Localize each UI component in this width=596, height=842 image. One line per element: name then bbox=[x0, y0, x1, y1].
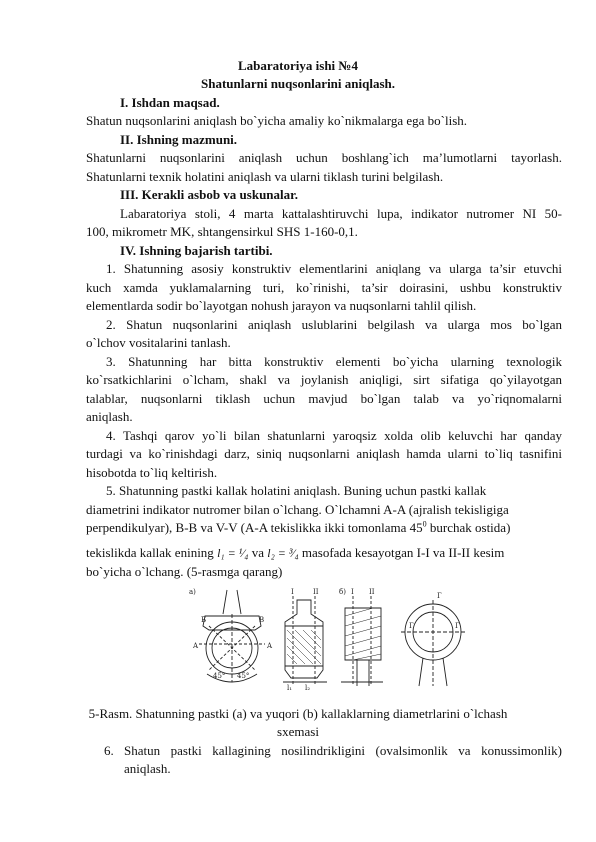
fraction-l1: l₁ = ¹⁄₄ bbox=[217, 546, 249, 560]
label-A-right: A bbox=[267, 642, 273, 650]
list-item-5-line1: 5. Shatunning pastki kallak holatini aniqlash. Buning uchun pastki kallak bbox=[106, 483, 487, 498]
label-I-b: I bbox=[351, 588, 354, 596]
list-item-4-line2: turdagi va ko`rinishdagi darz, siniq nuqsonlarni aniqlash hamda ularni to`liq tasnifini bbox=[86, 446, 562, 461]
angle-label-1: 45° bbox=[213, 672, 226, 680]
section-text-1: Shatun nuqsonlarini aniqlash bo`yicha amaliy ko`nikmalarga ega bo`lish. bbox=[86, 113, 468, 128]
angle-label-2: 45° bbox=[237, 672, 250, 680]
label-A-left: A bbox=[193, 642, 199, 650]
degree-sup: 0 bbox=[422, 519, 427, 529]
text-span: va bbox=[248, 545, 268, 560]
label-V: В bbox=[259, 616, 265, 624]
section-heading-4: IV. Ishning bajarish tartibi. bbox=[120, 243, 273, 258]
list-item-3-line1: 3. Shatunning har bitta konstruktiv elementi bo`yicha ularning texnologik bbox=[106, 354, 562, 369]
figure-part-a bbox=[189, 588, 273, 682]
connecting-rod-figure bbox=[187, 586, 477, 690]
label-b: б) bbox=[339, 588, 346, 596]
list-item-4-line1: 4. Tashqi qarov yo`li bilan shatunlarni yaroqsiz xolda olib keluvchi har qanday bbox=[106, 428, 562, 443]
section-heading-2: II. Ishning mazmuni. bbox=[120, 132, 238, 147]
list-item-5-line3 bbox=[86, 520, 510, 536]
label-II-b: II bbox=[369, 588, 375, 596]
section-heading-1: I. Ishdan maqsad. bbox=[120, 95, 220, 110]
label-II-top: II bbox=[313, 588, 319, 596]
list-item-6-line2: aniqlash. bbox=[124, 761, 171, 776]
label-a: a) bbox=[189, 588, 196, 596]
section-text-2-line2: Shatunlarni texnik holatini aniqlash va ularni tiklash turini belgilash. bbox=[86, 169, 444, 184]
label-G-right: Г bbox=[455, 622, 460, 630]
list-item-5-line5: bo`yicha o`lchang. (5-rasmga qarang) bbox=[86, 564, 283, 579]
list-item-6-line1: Shatun pastki kallagining nosilindrikligini (ovalsimonlik va konussimonlik) bbox=[124, 743, 562, 758]
list-item-3-line2: ko`rsatkichlarini o`lcham, shakl va joylanish aniqligi, sirt sifatiga qo`yilayotgan bbox=[86, 372, 562, 387]
text-span: masofada kesayotgan I-I va II-II kesim bbox=[298, 545, 505, 560]
list-item-1-line3: elementlarda sodir bo`layotgan nohush jarayon va nuqsonlarni tahlil qilish. bbox=[86, 298, 477, 313]
figure-part-b-section bbox=[339, 588, 383, 686]
figure-part-b-front bbox=[401, 592, 465, 686]
label-l1: l₁ bbox=[287, 684, 293, 690]
list-item-6-number: 6. bbox=[104, 743, 114, 758]
label-G-left: Г bbox=[409, 622, 414, 630]
text-span: perpendikulyar), B-B va V-V (A-A tekislikka ikki tomonlama 45 bbox=[86, 520, 423, 535]
figure-part-a-section bbox=[283, 588, 327, 690]
list-item-3-line4: aniqlash. bbox=[86, 409, 133, 424]
list-item-4-line3: hisobotda to`liq keltirish. bbox=[86, 465, 218, 480]
list-item-3-line3: talablar, nuqsonlarni tiklash uchun mavjud bo`lgan talab va yo`riqnomalarni bbox=[86, 391, 562, 406]
list-item-1-line2: kuch xamda yuklamalarning turi, ko`rinishi, ta’sir doirasini, ushbu konstruktiv bbox=[86, 280, 562, 295]
label-B: Б bbox=[201, 616, 207, 624]
list-item-2-line1: 2. Shatun nuqsonlarini aniqlash uslublarini belgilash va ularga mos bo`lgan bbox=[106, 317, 562, 332]
section-text-3-line1: Labaratoriya stoli, 4 marta kattalashtiruvchi lupa, indikator nutromer NI 50- bbox=[120, 206, 562, 221]
fraction-l2: l₂ = ³⁄₄ bbox=[267, 546, 299, 560]
section-heading-3: III. Kerakli asbob va uskunalar. bbox=[120, 187, 298, 202]
page-subtitle: Shatunlarni nuqsonlarini aniqlash. bbox=[200, 76, 395, 91]
label-I-top: I bbox=[291, 588, 294, 596]
list-item-1-line1: 1. Shatunning asosiy konstruktiv elementlarini aniqlang va ularga ta’sir etuvchi bbox=[106, 261, 562, 276]
figure-caption-line2: sxemasi bbox=[277, 724, 319, 739]
list-item-5-line4 bbox=[86, 545, 504, 561]
section-text-2-line1: Shatunlarni nuqsonlarini aniqlash uchun boshlang`ich ma’lumotlarni tayorlash. bbox=[86, 150, 562, 165]
label-G-top: Г bbox=[437, 592, 442, 600]
page-title: Labaratoriya ishi №4 bbox=[238, 58, 358, 73]
list-item-2-line2: o`lchov vositalarini tanlash. bbox=[86, 335, 231, 350]
label-l2: l₂ bbox=[305, 684, 311, 690]
figure-caption-line1: 5-Rasm. Shatunning pastki (a) va yuqori (b) kallaklarning diametrlarini o`lchash bbox=[88, 706, 508, 721]
list-item-5-line2: diametrini indikator nutromer bilan o`lchang. O`lchamni A-A (ajralish tekisligiga bbox=[86, 502, 509, 517]
section-text-3-line2: 100, mikrometr MK, shtangensirkul SHS 1-160-0,1. bbox=[86, 224, 358, 239]
text-span: tekislikda kallak enining bbox=[86, 545, 218, 560]
text-span: burchak ostida) bbox=[426, 520, 511, 535]
